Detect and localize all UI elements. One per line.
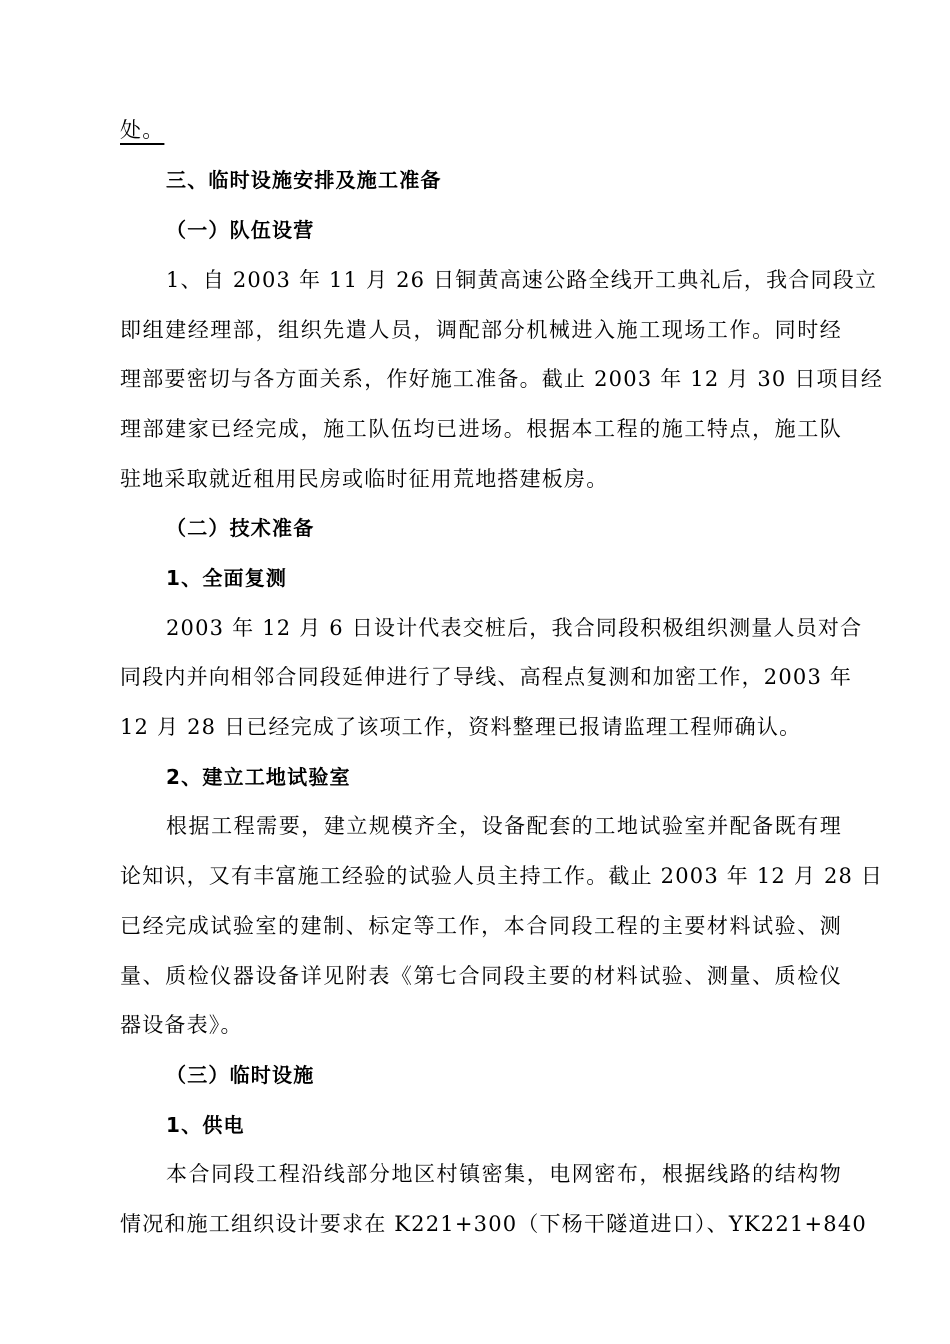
- paragraph-continuation: 处。: [120, 118, 165, 142]
- paragraph-line: 情况和施工组织设计要求在 K221+300（下杨干隧道进口）、YK221+840: [120, 1212, 867, 1236]
- paragraph-line: 1、自 2003 年 11 月 26 日铜黄高速公路全线开工典礼后，我合同段立: [166, 268, 878, 292]
- item-heading: 1、供电: [166, 1113, 245, 1137]
- paragraph-line: 12 月 28 日已经完成了该项工作，资料整理已报请监理工程师确认。: [120, 715, 802, 739]
- paragraph-line: 驻地采取就近租用民房或临时征用荒地搭建板房。: [120, 467, 609, 491]
- subsection-heading: （二）技术准备: [166, 516, 315, 540]
- section-heading: 三、临时设施安排及施工准备: [166, 168, 442, 192]
- paragraph-line: 理部建家已经完成，施工队伍均已进场。根据本工程的施工特点，施工队: [120, 417, 842, 441]
- item-heading: 1、全面复测: [166, 566, 288, 590]
- paragraph-line: 理部要密切与各方面关系，作好施工准备。截止 2003 年 12 月 30 日项目经: [120, 367, 884, 391]
- paragraph-line: 同段内并向相邻合同段延伸进行了导线、高程点复测和加密工作，2003 年: [120, 665, 853, 689]
- paragraph-line: 器设备表》。: [120, 1013, 243, 1037]
- subsection-heading: （三）临时设施: [166, 1063, 315, 1087]
- paragraph-line: 根据工程需要，建立规模齐全，设备配套的工地试验室并配备既有理: [166, 814, 842, 838]
- paragraph-line: 本合同段工程沿线部分地区村镇密集，电网密布，根据线路的结构物: [166, 1162, 842, 1186]
- paragraph-line: 2003 年 12 月 6 日设计代表交桩后，我合同段积极组织测量人员对合: [166, 616, 863, 640]
- paragraph-line: 量、质检仪器设备详见附表《第七合同段主要的材料试验、测量、质检仪: [120, 964, 842, 988]
- item-heading: 2、建立工地试验室: [166, 765, 351, 789]
- paragraph-line: 论知识，又有丰富施工经验的试验人员主持工作。截止 2003 年 12 月 28 日: [120, 864, 884, 888]
- paragraph-line: 即组建经理部，组织先遣人员，调配部分机械进入施工现场工作。同时经: [120, 318, 842, 342]
- paragraph-line: 已经完成试验室的建制、标定等工作，本合同段工程的主要材料试验、测: [120, 914, 842, 938]
- subsection-heading: （一）队伍设营: [166, 218, 315, 242]
